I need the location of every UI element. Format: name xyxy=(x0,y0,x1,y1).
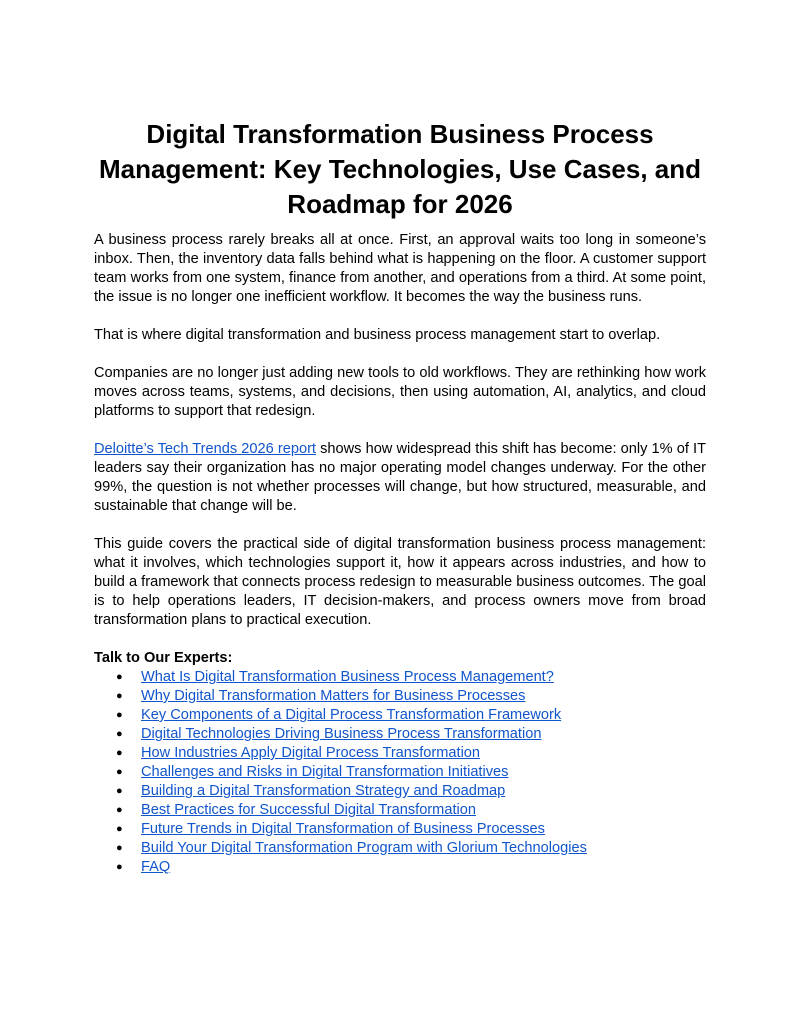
toc-item xyxy=(94,668,706,687)
bullet-icon: ● xyxy=(116,766,123,778)
deloitte-report-link[interactable]: Deloitte’s Tech Trends 2026 report xyxy=(94,441,316,457)
toc-heading: Talk to Our Experts: xyxy=(94,650,233,666)
toc-item xyxy=(94,839,706,858)
bullet-icon: ● xyxy=(116,804,123,816)
bullet-icon: ● xyxy=(116,823,123,835)
bullet-icon: ● xyxy=(116,842,123,854)
toc-link[interactable]: Build Your Digital Transformation Program with Glorium Technologies xyxy=(141,840,587,856)
toc-item xyxy=(94,858,706,877)
toc-link[interactable]: How Industries Apply Digital Process Transformation xyxy=(141,745,481,761)
toc-item xyxy=(94,706,706,725)
toc-link[interactable]: Challenges and Risks in Digital Transformation Initiatives xyxy=(141,764,509,780)
deloitte-paragraph xyxy=(94,440,706,516)
toc-item xyxy=(94,763,706,782)
toc-link[interactable]: Key Components of a Digital Process Transformation Framework xyxy=(141,707,562,723)
bullet-icon: ● xyxy=(116,747,123,759)
toc-link[interactable]: Digital Technologies Driving Business Process Transformation xyxy=(141,726,542,742)
overlap-paragraph: That is where digital transformation and business process management start to overlap. xyxy=(94,327,661,343)
intro-paragraph: A business process rarely breaks all at once. First, an approval waits too long in someone’s inbox. Then, the inventory data falls behind what is happening on the floor. A customer support team works from one system, finance from another, and operations from a third. At some point, the issue is no longer one inefficient workflow. It becomes the way the business runs. xyxy=(94,232,706,305)
toc-link[interactable]: Building a Digital Transformation Strategy and Roadmap xyxy=(141,783,506,799)
toc-item xyxy=(94,687,706,706)
bullet-icon: ● xyxy=(116,671,123,683)
document-page xyxy=(94,117,706,877)
rethinking-paragraph: Companies are no longer just adding new tools to old workflows. They are rethinking how work moves across teams, systems, and decisions, then using automation, AI, analytics, and cloud platforms to support that redesign. xyxy=(94,365,706,419)
toc-link[interactable]: What Is Digital Transformation Business Process Management? xyxy=(141,669,554,685)
table-of-contents xyxy=(94,668,706,877)
toc-item xyxy=(94,782,706,801)
deloitte-paragraph-text: shows how widespread this shift has become: only 1% of IT leaders say their organization has no major operating model changes underway. For the other 99%, the question is not whether processes will change, but how structured, measurable, and sustainable that change will be. xyxy=(94,441,706,514)
guide-paragraph: This guide covers the practical side of digital transformation business process management: what it involves, which technologies support it, how it appears across industries, and how to build a framework that connects process redesign to measurable business outcomes. The goal is to help operations leaders, IT decision-makers, and process owners move from broad transformation plans to practical execution. xyxy=(94,536,706,628)
bullet-icon: ● xyxy=(116,728,123,740)
document-title: Digital Transformation Business Process Management: Key Technologies, Use Cases, and Roadmap for 2026 xyxy=(98,119,702,219)
bullet-icon: ● xyxy=(116,709,123,721)
toc-link[interactable]: Why Digital Transformation Matters for Business Processes xyxy=(141,688,526,704)
toc-item xyxy=(94,801,706,820)
toc-item xyxy=(94,820,706,839)
toc-link[interactable]: Best Practices for Successful Digital Transformation xyxy=(141,802,476,818)
toc-item xyxy=(94,744,706,763)
bullet-icon: ● xyxy=(116,690,123,702)
bullet-icon: ● xyxy=(116,785,123,797)
toc-link[interactable]: FAQ xyxy=(141,859,171,875)
toc-link[interactable]: Future Trends in Digital Transformation of Business Processes xyxy=(141,821,545,837)
toc-item xyxy=(94,725,706,744)
bullet-icon: ● xyxy=(116,861,123,873)
